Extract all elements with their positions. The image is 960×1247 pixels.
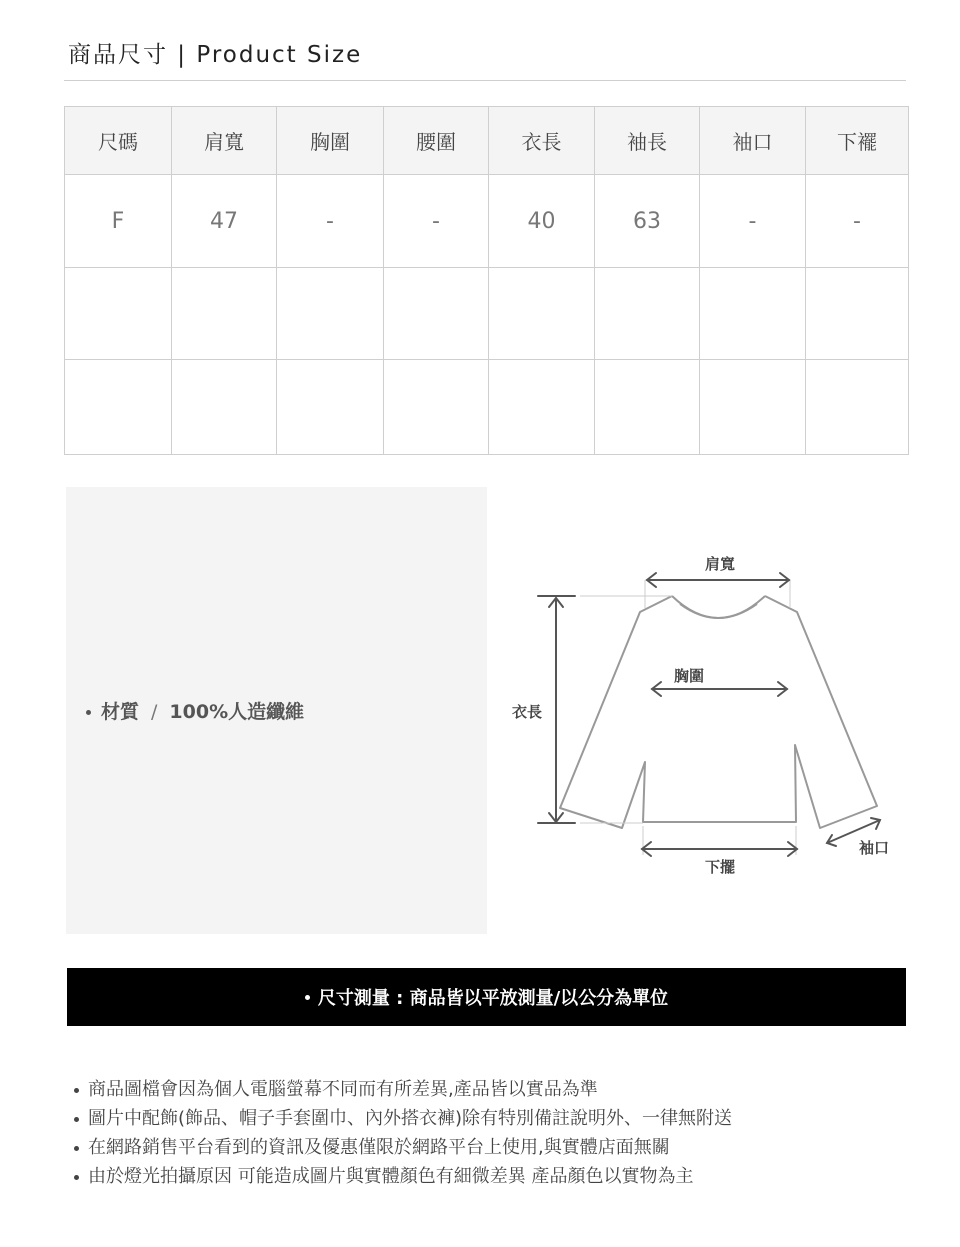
table-cell: - — [700, 175, 806, 268]
table-cell — [384, 268, 489, 360]
bullet-icon — [305, 995, 310, 1000]
material-value: 100%人造纖維 — [169, 701, 305, 723]
note-text: 圖片中配飾(飾品、帽子手套圍巾、內外搭衣褲)除有特別備註說明外、一律無附送 — [88, 1108, 733, 1129]
table-cell — [489, 360, 595, 455]
bullet-icon — [74, 1175, 79, 1180]
note-text: 在網路銷售平台看到的資訊及優惠僅限於網路平台上使用,與實體店面無關 — [88, 1137, 670, 1158]
table-row — [65, 268, 909, 360]
banner-text: 尺寸測量 : 商品皆以平放測量/以公分為單位 — [317, 988, 669, 1009]
table-cell — [172, 268, 277, 360]
sweater-outline — [560, 596, 877, 828]
table-cell — [65, 360, 172, 455]
material-label: 材質 — [101, 701, 140, 723]
table-cell: - — [806, 175, 909, 268]
column-header: 下襬 — [806, 107, 909, 175]
note-text: 由於燈光拍攝原因 可能造成圖片與實體顏色有細微差異 產品顏色以實物為主 — [88, 1166, 694, 1187]
list-item — [74, 1134, 732, 1163]
page-title: 商品尺寸 | Product Size — [68, 42, 363, 68]
bullet-icon — [74, 1146, 79, 1151]
size-table — [64, 106, 909, 455]
table-cell — [595, 268, 700, 360]
table-cell — [172, 360, 277, 455]
table-cell — [489, 268, 595, 360]
table-cell: 63 — [595, 175, 700, 268]
table-cell: 40 — [489, 175, 595, 268]
shoulder-label: 肩寬 — [704, 555, 736, 573]
table-cell: - — [384, 175, 489, 268]
table-row — [65, 175, 909, 268]
title-divider — [64, 80, 906, 81]
garment-measurement-diagram — [490, 540, 910, 885]
bullet-icon — [86, 710, 91, 715]
note-text: 商品圖檔會因為個人電腦螢幕不同而有所差異,產品皆以實品為準 — [88, 1079, 598, 1100]
column-header: 袖長 — [595, 107, 700, 175]
table-header-row — [65, 107, 909, 175]
material-line — [86, 697, 304, 724]
table-cell: 47 — [172, 175, 277, 268]
table-cell — [806, 268, 909, 360]
chest-label: 胸圍 — [673, 667, 705, 685]
bullet-icon — [74, 1088, 79, 1093]
neckline-inner — [680, 604, 757, 618]
table-cell — [806, 360, 909, 455]
table-cell — [595, 360, 700, 455]
table-cell: - — [277, 175, 384, 268]
material-separator: / — [151, 701, 158, 723]
cuff-label: 袖口 — [858, 839, 890, 857]
table-row — [65, 360, 909, 455]
list-item — [74, 1163, 732, 1192]
column-header: 衣長 — [489, 107, 595, 175]
material-panel — [66, 487, 487, 934]
table-cell — [277, 360, 384, 455]
table-cell — [384, 360, 489, 455]
table-cell: F — [65, 175, 172, 268]
table-cell — [700, 268, 806, 360]
column-header: 胸圍 — [277, 107, 384, 175]
measurement-banner — [67, 968, 906, 1026]
column-header: 肩寬 — [172, 107, 277, 175]
length-label: 衣長 — [511, 703, 543, 721]
table-cell — [700, 360, 806, 455]
bullet-icon — [74, 1117, 79, 1122]
list-item — [74, 1105, 732, 1134]
table-cell — [277, 268, 384, 360]
list-item — [74, 1076, 732, 1105]
hem-label: 下擺 — [704, 858, 736, 876]
column-header: 尺碼 — [65, 107, 172, 175]
column-header: 袖口 — [700, 107, 806, 175]
notes-list — [74, 1076, 732, 1192]
column-header: 腰圍 — [384, 107, 489, 175]
table-cell — [65, 268, 172, 360]
